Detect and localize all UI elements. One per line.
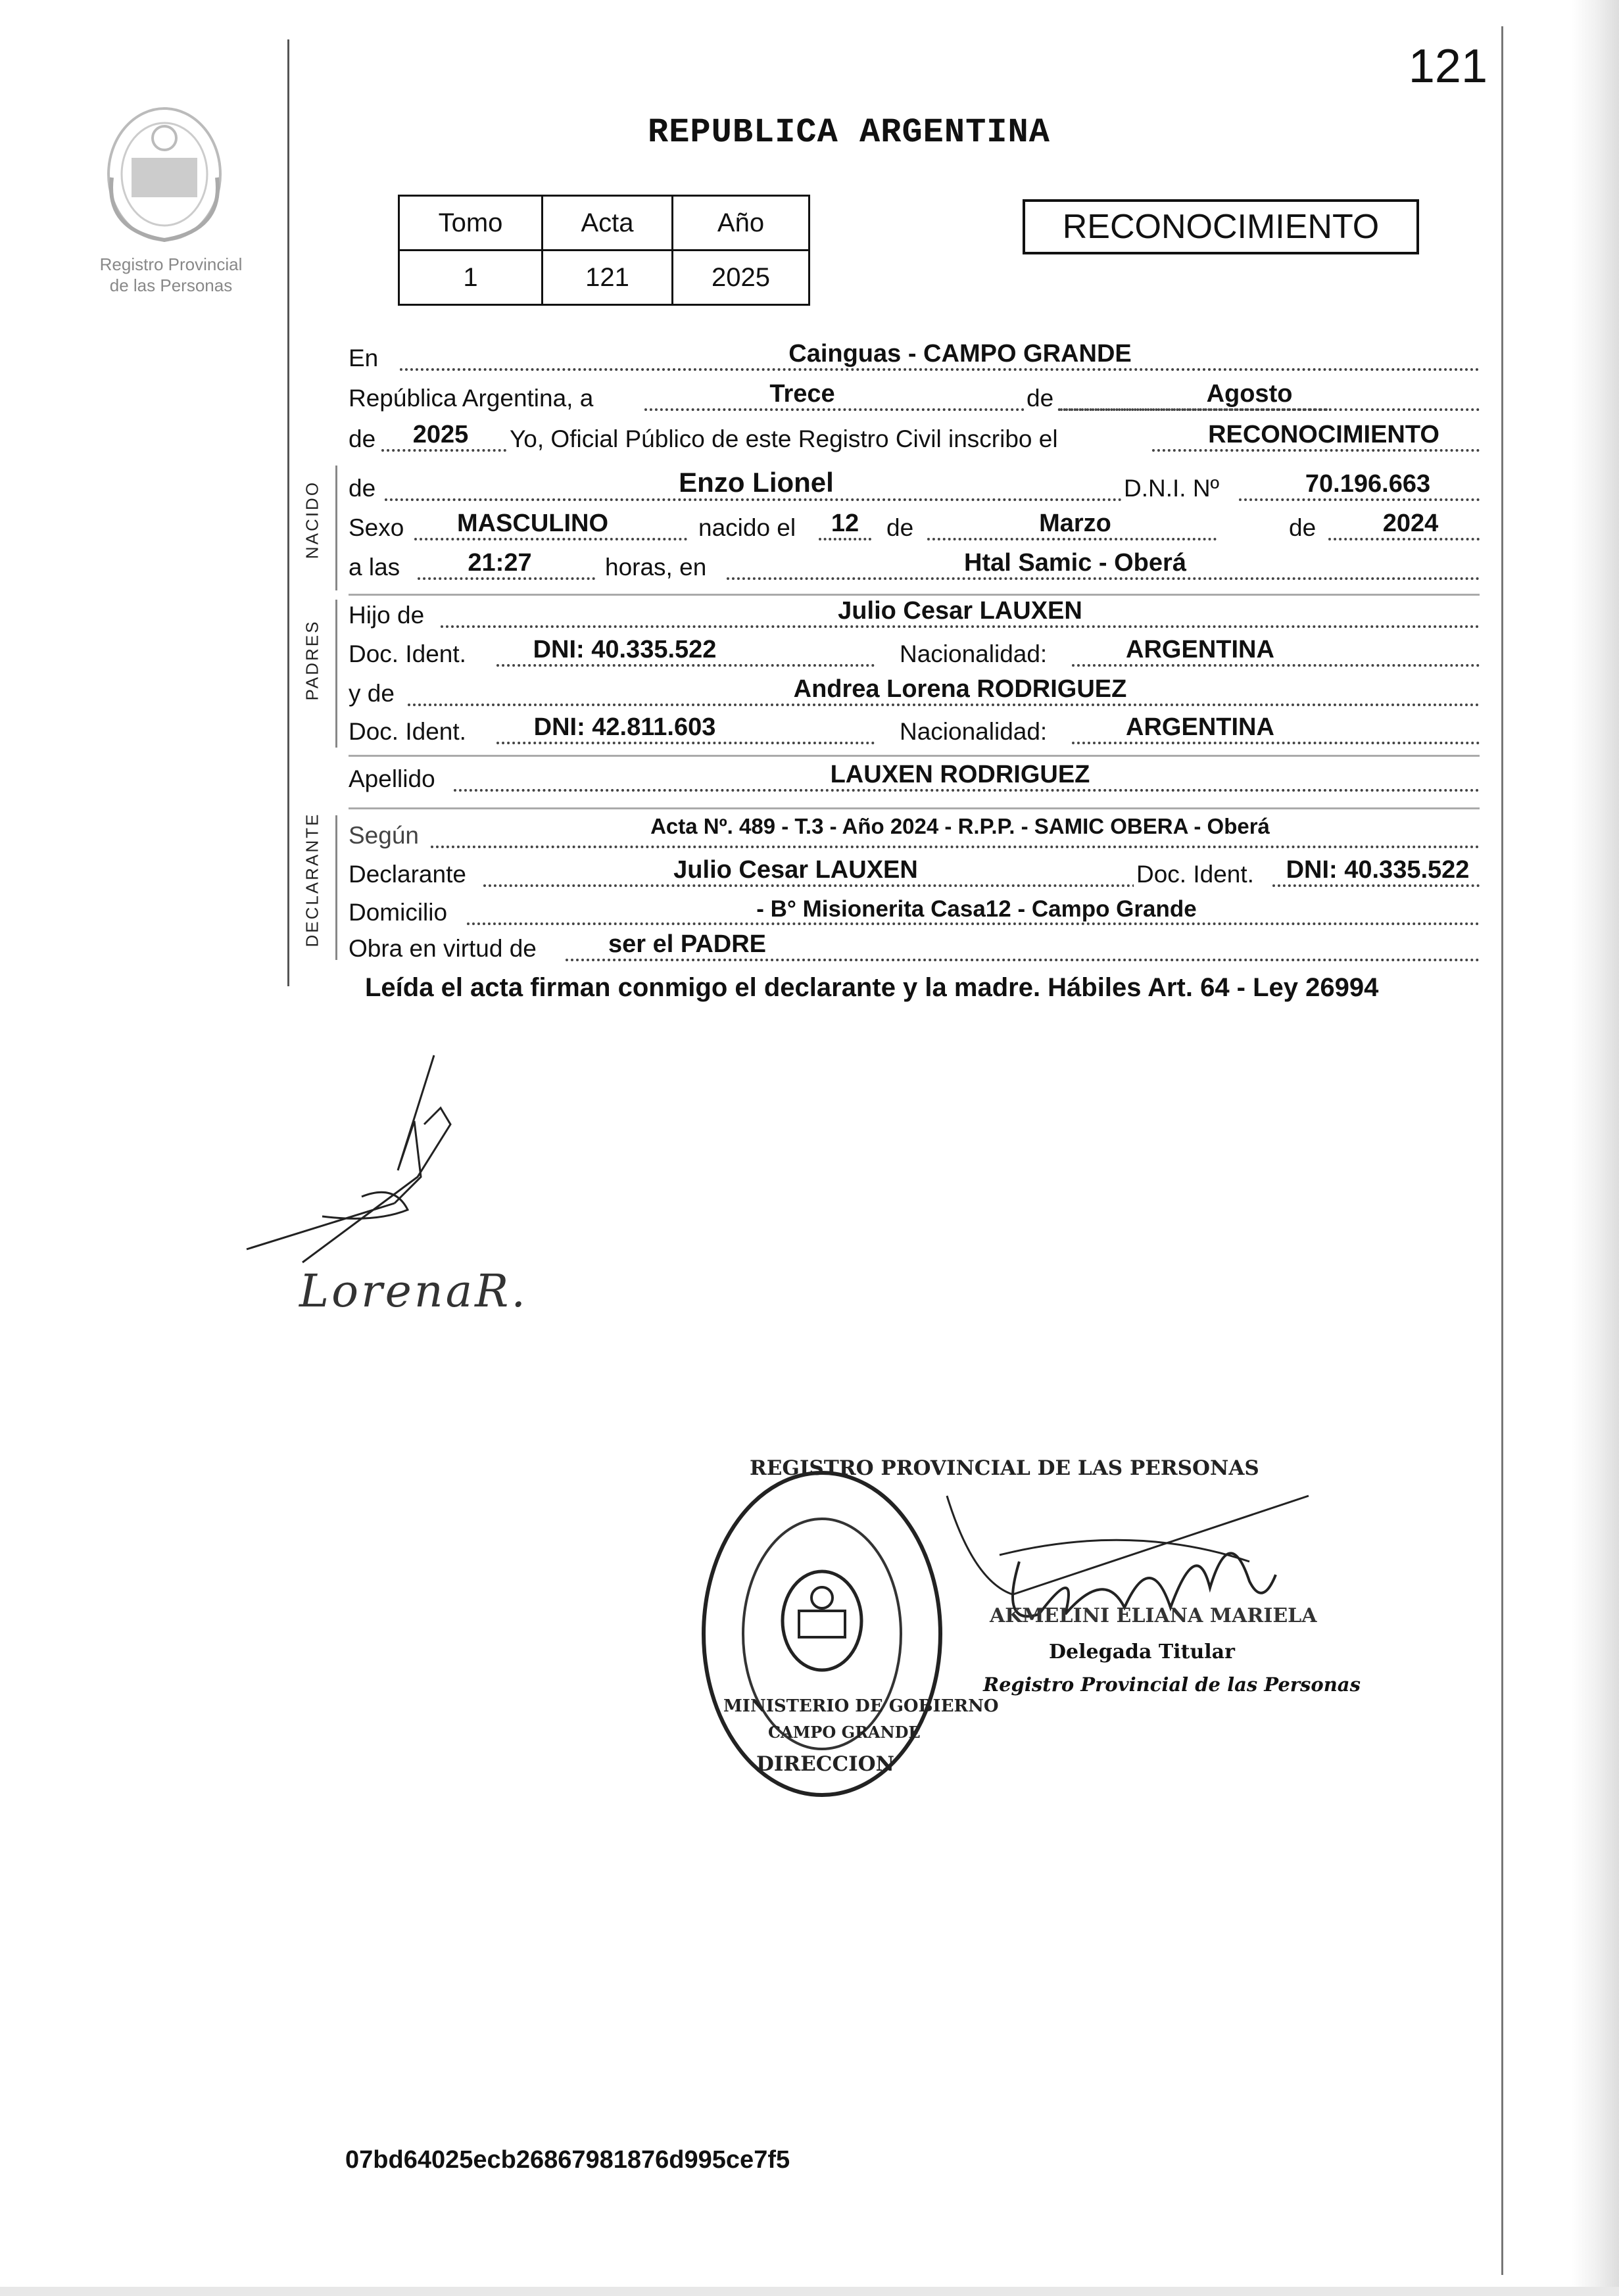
acta-type-box: RECONOCIMIENTO — [1023, 199, 1419, 254]
section-label-padres: PADRES — [302, 619, 322, 701]
logo-caption-line2: de las Personas — [109, 275, 233, 295]
label-y-de: y de — [349, 680, 395, 707]
oficial-cargo: Delegada Titular — [1049, 1640, 1235, 1663]
label-apellido: Apellido — [349, 765, 435, 792]
row-sexo — [349, 506, 1480, 547]
page-edge-shadow — [1540, 0, 1619, 2296]
registro-header-acta: Acta — [543, 196, 673, 251]
row-segun — [349, 814, 1480, 855]
registro-value-anio: 2025 — [673, 251, 810, 305]
row-padre — [349, 594, 1480, 634]
dotted-line — [418, 577, 595, 580]
dotted-line — [408, 704, 1480, 706]
dotted-line — [483, 884, 1141, 887]
label-de: de — [886, 514, 914, 541]
label-hijo-de: Hijo de — [349, 602, 425, 629]
logo-caption — [79, 254, 263, 296]
label-obra: Obra en virtud de — [349, 935, 537, 962]
label-dni: D.N.I. Nº — [1121, 475, 1222, 502]
right-margin-line — [1501, 26, 1503, 2275]
label-de: de — [1289, 514, 1317, 541]
dotted-line — [496, 742, 875, 744]
section-bracket — [335, 815, 337, 960]
section-bracket — [335, 466, 337, 590]
value-padre-nacionalidad: ARGENTINA — [1126, 636, 1274, 663]
row-anio-inscribe — [349, 418, 1480, 458]
dotted-line — [1328, 538, 1480, 540]
row-apellido — [349, 757, 1480, 798]
stamp-top-text: REGISTRO PROVINCIAL DE LAS PERSONAS — [750, 1456, 1259, 1480]
dotted-line — [400, 368, 1480, 371]
stamp-campo-text: CAMPO GRANDE — [768, 1723, 921, 1742]
dotted-line — [414, 538, 687, 540]
label-de: de — [1024, 385, 1056, 412]
dotted-line — [566, 959, 1480, 961]
section-label-nacido: NACIDO — [302, 480, 322, 560]
label-doc-ident: Doc. Ident. — [349, 640, 466, 667]
row-madre-doc — [349, 710, 1480, 751]
declarante-signature — [243, 1052, 480, 1269]
registro-value-acta: 121 — [543, 251, 673, 305]
page-number: 121 — [1408, 40, 1487, 93]
value-anio-acta: 2025 — [412, 421, 469, 448]
registro-header-anio: Año — [673, 196, 810, 251]
dotted-line — [927, 538, 1217, 540]
dotted-line — [381, 449, 506, 452]
closing-statement: Leída el acta firman conmigo el declarante y la madre. Hábiles Art. 64 - Ley 26994 — [365, 973, 1379, 1002]
dotted-line — [727, 577, 1480, 580]
section-divider — [349, 807, 1480, 809]
row-hora — [349, 546, 1480, 586]
value-dni-nacido: 70.196.663 — [1305, 470, 1431, 498]
registro-value-row — [399, 251, 810, 305]
label-yo-oficial: Yo, Oficial Público de este Registro Civil inscribo el — [510, 425, 1058, 452]
label-horas-en: horas, en — [605, 554, 707, 581]
oficial-name: AKMELINI ELIANA MARIELA — [990, 1604, 1317, 1627]
value-obra: ser el PADRE — [608, 930, 767, 958]
section-label-declarante: DECLARANTE — [302, 812, 322, 947]
oficial-registro: Registro Provincial de las Personas — [983, 1673, 1361, 1696]
row-padre-doc — [349, 633, 1480, 673]
dotted-line — [1152, 449, 1480, 452]
row-obra — [349, 927, 1480, 968]
value-sexo: MASCULINO — [456, 510, 609, 537]
registro-header-row — [399, 196, 810, 251]
dotted-line — [441, 625, 1480, 628]
document-hash: 07bd64025ecb26867981876d995ce7f5 — [345, 2146, 790, 2174]
label-republica: República Argentina, a — [349, 385, 594, 412]
dotted-line — [1239, 498, 1480, 501]
madre-signature: LorenaR. — [299, 1266, 528, 1318]
value-dia: Trece — [769, 380, 835, 408]
label-nacionalidad: Nacionalidad: — [900, 640, 1048, 667]
label-sexo: Sexo — [349, 514, 404, 541]
value-declarante-doc: DNI: 40.335.522 — [1286, 856, 1470, 884]
page-title: REPUBLICA ARGENTINA — [648, 113, 1050, 152]
label-a-las: a las — [349, 554, 400, 581]
value-madre: Andrea Lorena RODRIGUEZ — [793, 675, 1127, 703]
label-de: de — [349, 475, 376, 502]
value-madre-doc: DNI: 42.811.603 — [533, 713, 716, 741]
dotted-line — [431, 846, 1480, 848]
dotted-line — [496, 664, 875, 667]
value-segun: Acta Nº. 489 - T.3 - Año 2024 - R.P.P. - SAMIC OBERA - Oberá — [650, 814, 1270, 838]
value-anio-nacimiento: 2024 — [1382, 510, 1439, 537]
value-mes-nacimiento: Marzo — [1039, 510, 1111, 537]
value-padre-doc: DNI: 40.335.522 — [533, 636, 717, 663]
label-de: de — [349, 425, 376, 452]
label-nacionalidad: Nacionalidad: — [900, 718, 1048, 745]
value-apellido: LAUXEN RODRIGUEZ — [830, 761, 1090, 788]
stamp-direccion-text: DIRECCION — [756, 1752, 894, 1776]
row-republica — [349, 377, 1480, 418]
value-dia-nacimiento: 12 — [831, 510, 859, 537]
dotted-line — [819, 538, 871, 540]
value-lugar-nacimiento: Htal Samic - Oberá — [964, 549, 1186, 577]
bottom-edge — [0, 2287, 1619, 2296]
dotted-line — [1060, 408, 1480, 411]
dotted-line — [385, 498, 1138, 501]
value-hora: 21:27 — [468, 549, 532, 577]
oficial-signature — [934, 1483, 1322, 1700]
value-madre-nacionalidad: ARGENTINA — [1126, 713, 1274, 741]
registro-table — [398, 195, 810, 306]
left-margin-line — [287, 39, 289, 986]
row-en — [349, 337, 1480, 377]
logo-caption-line1: Registro Provincial — [99, 254, 243, 274]
dotted-line — [1072, 664, 1480, 667]
value-domicilio: - B° Misionerita Casa12 - Campo Grande — [756, 896, 1197, 922]
value-inscribe: RECONOCIMIENTO — [1208, 421, 1439, 448]
value-declarante: Julio Cesar LAUXEN — [673, 856, 918, 884]
section-bracket — [335, 600, 337, 748]
registro-value-tomo: 1 — [399, 251, 543, 305]
label-declarante: Declarante — [349, 861, 466, 888]
dotted-line — [1072, 742, 1480, 744]
value-lugar-inscripcion: Cainguas - CAMPO GRANDE — [788, 340, 1132, 368]
provincial-seal-logo — [92, 99, 237, 256]
label-domicilio: Domicilio — [349, 899, 448, 926]
stamp-ministerio-text: MINISTERIO DE GOBIERNO — [723, 1696, 999, 1716]
dotted-line — [1272, 884, 1480, 887]
value-nombre: Enzo Lionel — [679, 467, 834, 498]
row-domicilio — [349, 891, 1480, 932]
label-doc-ident: Doc. Ident. — [1134, 861, 1257, 888]
label-nacido-el: nacido el — [698, 514, 796, 541]
row-nombre — [349, 467, 1480, 508]
label-en: En — [349, 345, 379, 371]
value-padre: Julio Cesar LAUXEN — [838, 597, 1082, 625]
label-segun: Según — [349, 822, 419, 849]
row-madre — [349, 672, 1480, 713]
section-divider — [349, 755, 1480, 757]
dotted-line — [454, 789, 1480, 792]
label-doc-ident: Doc. Ident. — [349, 718, 466, 745]
registro-header-tomo: Tomo — [399, 196, 543, 251]
value-mes: Agosto — [1206, 380, 1293, 408]
dotted-line — [467, 922, 1480, 925]
row-declarante — [349, 853, 1480, 894]
